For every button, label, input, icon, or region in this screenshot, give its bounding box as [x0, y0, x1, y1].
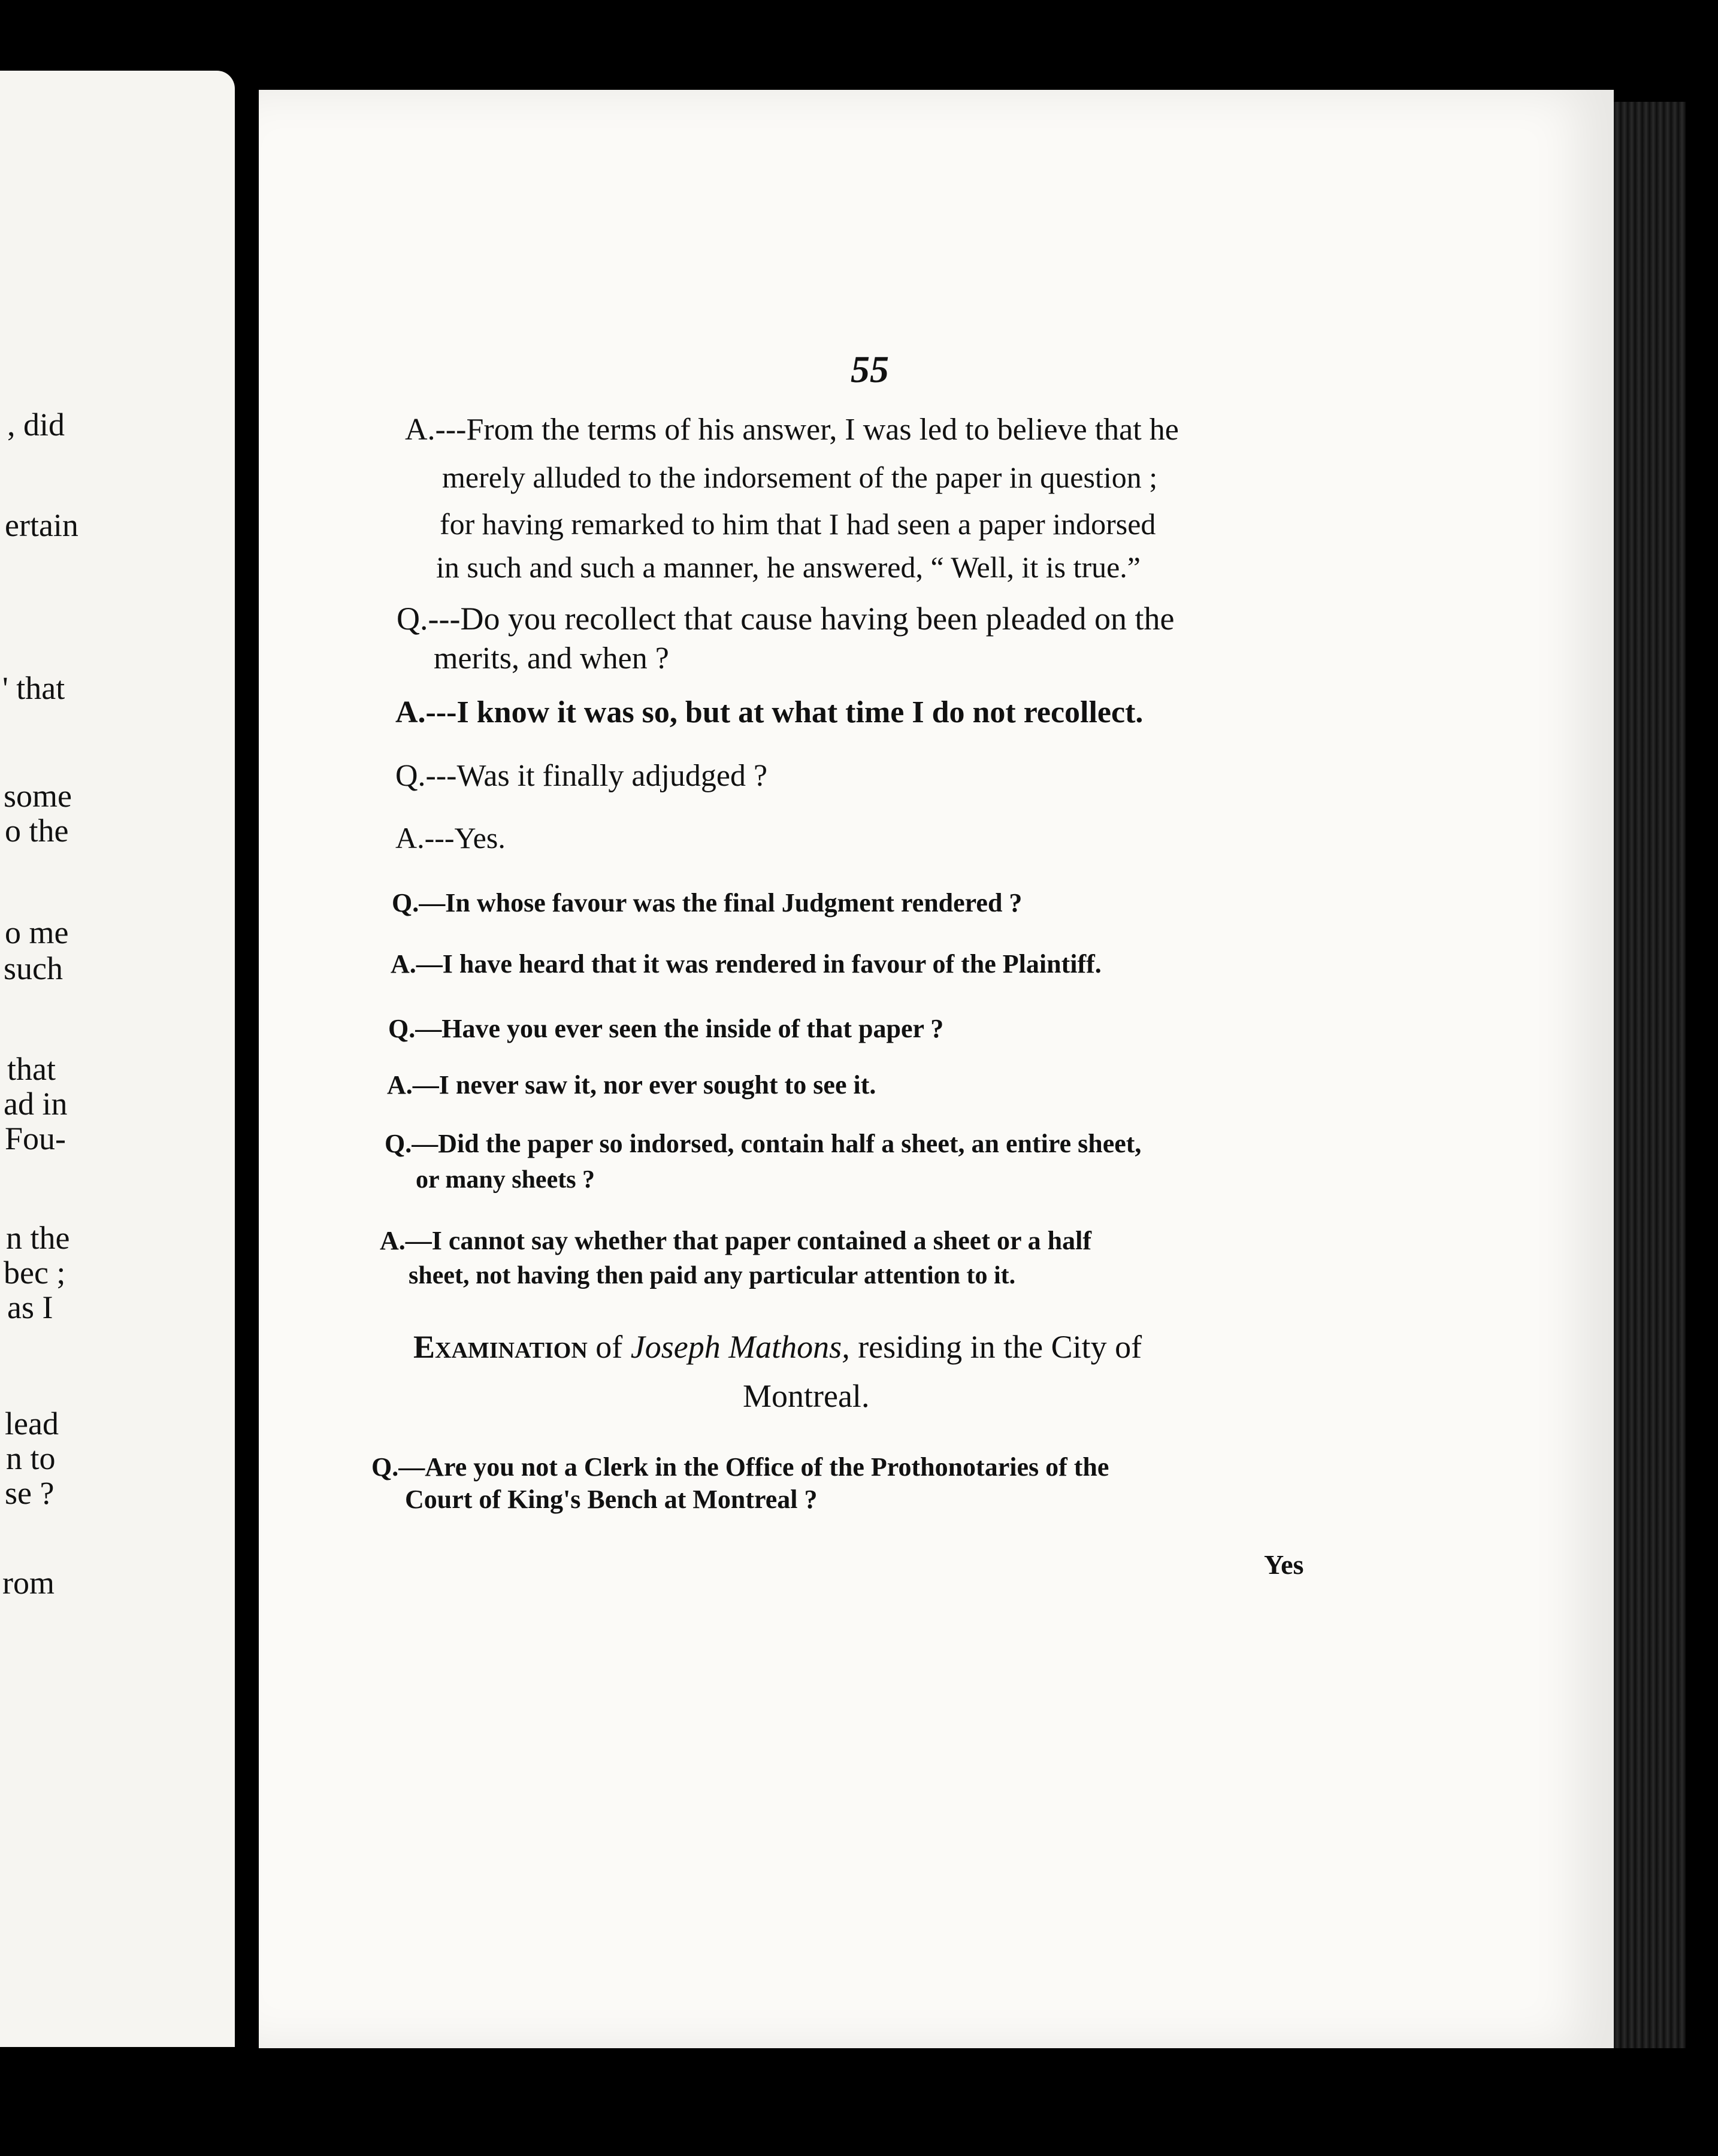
left-page-fragment: n to	[6, 1440, 56, 1476]
examination-label: Examination	[413, 1329, 588, 1365]
entry-line: Q.—Did the paper so indorsed, contain half a sheet, an entire sheet,	[385, 1129, 1142, 1158]
left-page-fragment: rom	[2, 1565, 55, 1601]
entry-line: A.—I never saw it, nor ever sought to see it.	[387, 1070, 876, 1100]
left-facing-page	[0, 71, 235, 2047]
left-page-fragment: ad in	[4, 1086, 68, 1122]
left-page-fragment: some	[4, 778, 72, 814]
left-page-fragment: bec ;	[4, 1255, 66, 1291]
entry-line: Q.—Have you ever seen the inside of that paper ?	[388, 1014, 944, 1043]
entry-line: or many sheets ?	[416, 1166, 595, 1194]
catchword: Yes	[1264, 1549, 1304, 1580]
entry-line: Q.---Was it finally adjudged ?	[395, 759, 768, 793]
entry-line: Q.—Are you not a Clerk in the Office of the Prothonotaries of the	[371, 1452, 1109, 1482]
left-page-fragment: n the	[6, 1220, 70, 1256]
witness-name: Joseph Mathons,	[630, 1329, 850, 1365]
left-page-fragment: , did	[7, 407, 65, 443]
left-page-fragment: Fou-	[5, 1121, 66, 1156]
left-page-fragment: o me	[5, 915, 69, 950]
entry-line: Court of King's Bench at Montreal ?	[405, 1485, 818, 1514]
entry-line: for having remarked to him that I had seen a paper indorsed	[440, 507, 1156, 541]
entry-line: A.---Yes.	[395, 821, 506, 855]
left-page-fragment: that	[7, 1051, 56, 1087]
entry-line: Q.---Do you recollect that cause having been pleaded on the	[397, 601, 1175, 637]
entry-line: A.—I have heard that it was rendered in favour of the Plaintiff.	[391, 949, 1102, 979]
left-page-fragment: ertain	[5, 507, 78, 543]
entry-line: sheet, not having then paid any particular attention to it.	[409, 1262, 1016, 1289]
entry-line: Q.—In whose favour was the final Judgment rendered ?	[392, 888, 1023, 917]
entry-line: A.—I cannot say whether that paper contained a sheet or a half	[380, 1226, 1092, 1255]
examination-heading	[413, 1328, 1348, 1365]
entry-line: A.---From the terms of his answer, I was led to believe that he	[405, 413, 1179, 447]
left-page-fragment: se ?	[5, 1475, 55, 1511]
page-number: 55	[851, 348, 889, 390]
left-page-fragment: o the	[5, 813, 69, 849]
entry-line: merits, and when ?	[434, 641, 669, 676]
entry-line: A.---I know it was so, but at what time I do not recollect.	[395, 695, 1144, 729]
book-spine-gutter	[235, 78, 259, 2036]
left-page-fragment: as I	[7, 1289, 53, 1325]
left-page-fragment: such	[4, 950, 63, 986]
examination-heading-line2: Montreal.	[743, 1378, 870, 1414]
left-page-fragment: lead	[5, 1406, 59, 1442]
entry-line: in such and such a manner, he answered, “ Well, it is true.”	[436, 550, 1141, 584]
examination-of: of	[595, 1329, 623, 1365]
left-page-fragment: ' that	[2, 670, 65, 706]
examination-residence: residing in the City of	[858, 1329, 1142, 1365]
entry-line: merely alluded to the indorsement of the paper in question ;	[442, 461, 1158, 494]
main-page	[259, 90, 1614, 2048]
book-binding-edge	[1614, 102, 1686, 2048]
